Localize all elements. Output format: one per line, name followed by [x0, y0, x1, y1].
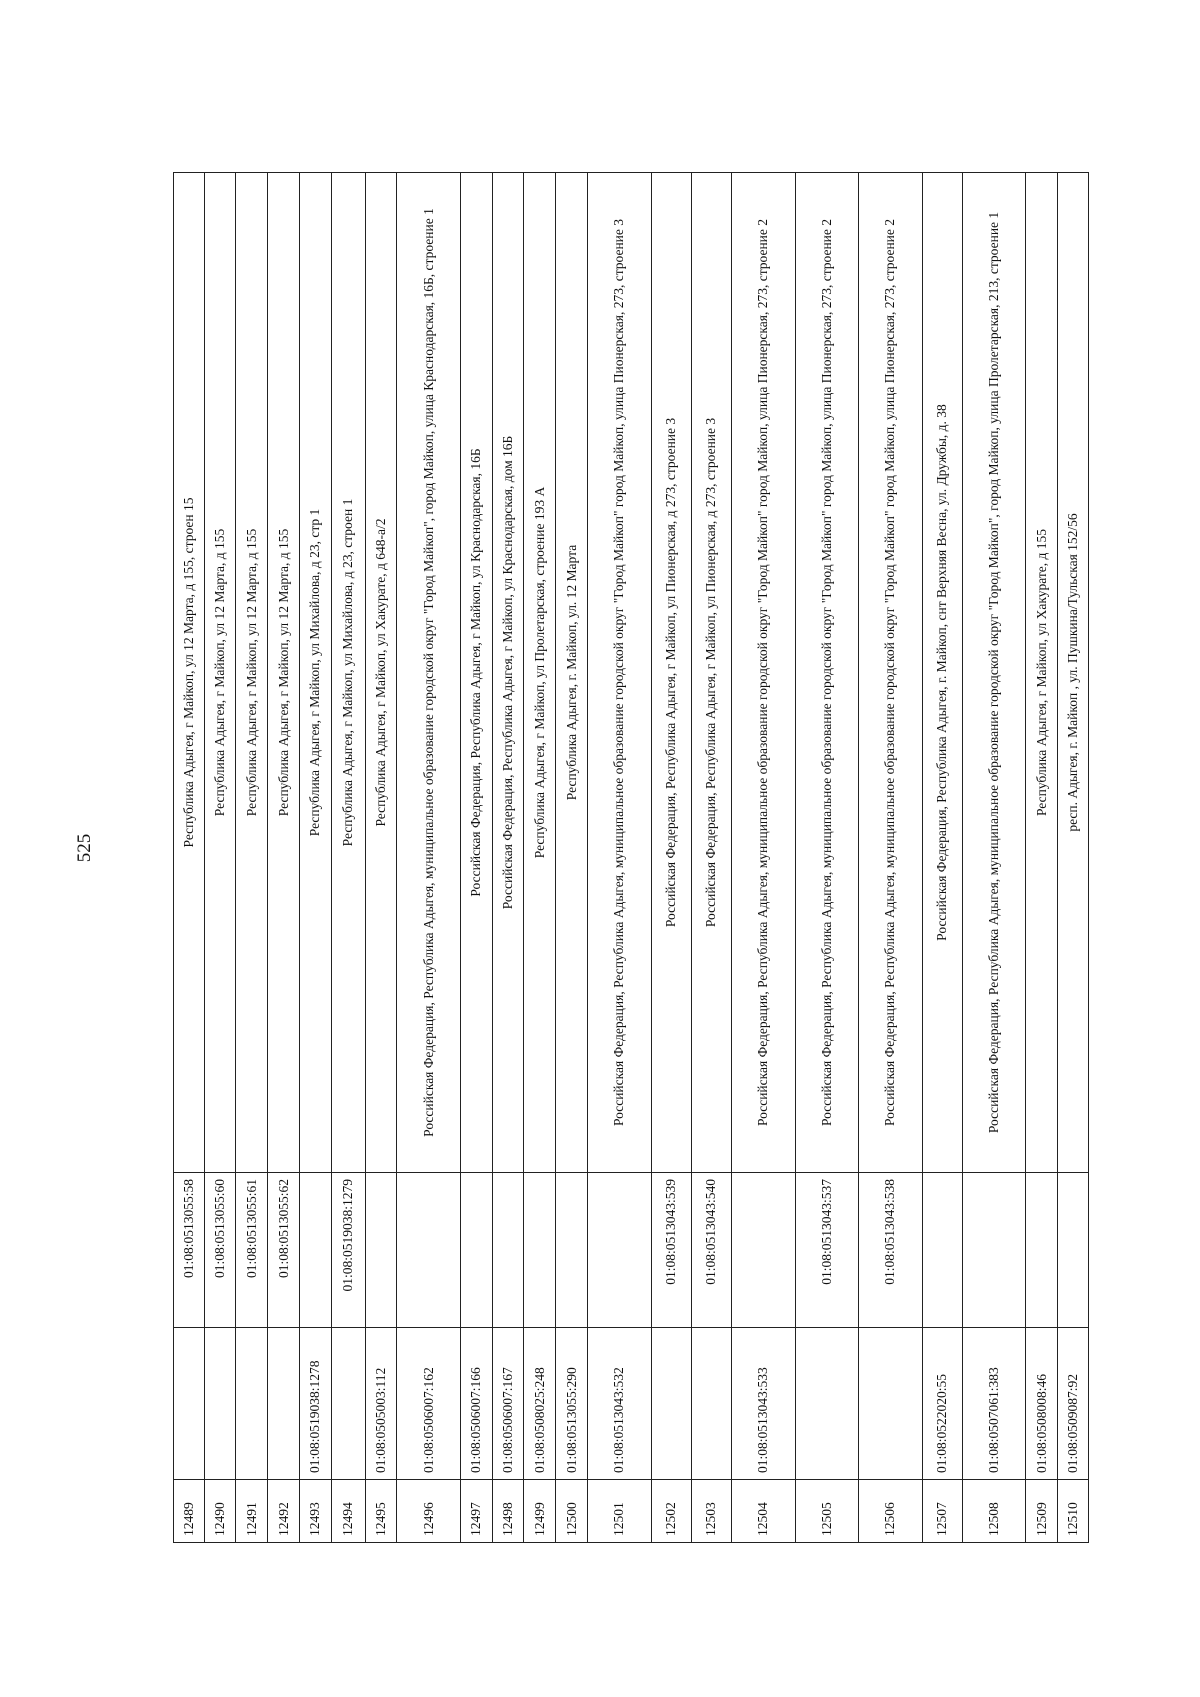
address-cell: Республика Адыгея, г Майкоп, ул 12 Марта, д 155 [268, 173, 300, 1173]
related-cadastral-number-cell [460, 1173, 492, 1328]
cadastral-number-cell: 01:08:0513055:290 [556, 1328, 588, 1480]
table-row [1026, 173, 1058, 1543]
cadastral-number-cell [331, 1328, 365, 1480]
related-cadastral-number-cell: 01:08:0513055:62 [268, 1173, 300, 1328]
related-cadastral-number-cell [524, 1173, 556, 1328]
registry-table [173, 172, 1089, 1543]
cadastral-number-cell: 01:08:0505003:112 [365, 1328, 397, 1480]
cadastral-number-cell: 01:08:0508008:46 [1026, 1328, 1058, 1480]
related-cadastral-number-cell: 01:08:0513055:58 [174, 1173, 205, 1328]
address-cell: Республика Адыгея, г Майкоп, ул 12 Марта, д 155, строен 15 [174, 173, 205, 1173]
row-number-cell: 12504 [732, 1480, 796, 1543]
address-cell: Российская Федерация, Республика Адыгея, муниципальное образование городской округ "Город Майкоп" город Майкоп, улица Пионерская, 273, строение 3 [588, 173, 652, 1173]
address-cell: Российская Федерация, Республика Адыгея, муниципальное образование городской округ "Город Майкоп" город Майкоп, улица Пионерская, 273, строение 2 [795, 173, 859, 1173]
table-row [922, 173, 962, 1543]
table-row [651, 173, 691, 1543]
row-number-cell: 12492 [268, 1480, 300, 1543]
row-number-cell: 12499 [524, 1480, 556, 1543]
cadastral-number-cell: 01:08:0513043:533 [732, 1328, 796, 1480]
table-row [460, 173, 492, 1543]
related-cadastral-number-cell: 01:08:0513043:540 [691, 1173, 731, 1328]
table-row [795, 173, 859, 1543]
related-cadastral-number-cell [732, 1173, 796, 1328]
related-cadastral-number-cell [922, 1173, 962, 1328]
cadastral-number-cell [651, 1328, 691, 1480]
address-cell: Российская Федерация, Республика Адыгея, муниципальное образование городской округ "Город Майкоп" город Майкоп, улица Пионерская, 273, строение 2 [859, 173, 923, 1173]
table-row [268, 173, 300, 1543]
row-number-cell: 12497 [460, 1480, 492, 1543]
row-number-cell: 12494 [331, 1480, 365, 1543]
table-row [588, 173, 652, 1543]
table-row [204, 173, 236, 1543]
cadastral-number-cell: 01:08:0507061:383 [962, 1328, 1026, 1480]
address-cell: Российская Федерация, Республика Адыгея, муниципальное образование городской округ "Город Майкоп", город Майкоп, улица Пролетарская, 213, строение 1 [962, 173, 1026, 1173]
table-row [331, 173, 365, 1543]
table-row [300, 173, 332, 1543]
related-cadastral-number-cell [588, 1173, 652, 1328]
row-number-cell: 12502 [651, 1480, 691, 1543]
table-row [1058, 173, 1089, 1543]
cadastral-number-cell: 01:08:0506007:166 [460, 1328, 492, 1480]
related-cadastral-number-cell [397, 1173, 461, 1328]
address-cell: Республика Адыгея, г Майкоп, ул Пролетарская, строение 193 А [524, 173, 556, 1173]
address-cell: Республика Адыгея, г Майкоп, ул Михайлова, д 23, строен 1 [331, 173, 365, 1173]
row-number-cell: 12501 [588, 1480, 652, 1543]
cadastral-number-cell [795, 1328, 859, 1480]
related-cadastral-number-cell [1026, 1173, 1058, 1328]
cadastral-number-cell: 01:08:0522020:55 [922, 1328, 962, 1480]
table-row [556, 173, 588, 1543]
cadastral-number-cell: 01:08:0509087:92 [1058, 1328, 1089, 1480]
row-number-cell: 12493 [300, 1480, 332, 1543]
row-number-cell: 12507 [922, 1480, 962, 1543]
address-cell: Республика Адыгея, г Майкоп, ул 12 Марта, д 155 [204, 173, 236, 1173]
table-row [962, 173, 1026, 1543]
registry-table-wrapper [173, 173, 1089, 1543]
table-row [691, 173, 731, 1543]
related-cadastral-number-cell: 01:08:0513055:61 [236, 1173, 268, 1328]
row-number-cell: 12505 [795, 1480, 859, 1543]
cadastral-number-cell: 01:08:0508025:248 [524, 1328, 556, 1480]
address-cell: Российская Федерация, Республика Адыгея, муниципальное образование городской округ "Город Майкоп" город Майкоп, улица Пионерская, 273, строение 2 [732, 173, 796, 1173]
related-cadastral-number-cell [1058, 1173, 1089, 1328]
row-number-cell: 12491 [236, 1480, 268, 1543]
cadastral-number-cell: 01:08:0506007:167 [492, 1328, 524, 1480]
related-cadastral-number-cell [492, 1173, 524, 1328]
address-cell: Республика Адыгея, г Майкоп, ул Хакурате, д 648-а/2 [365, 173, 397, 1173]
cadastral-number-cell: 01:08:0519038:1278 [300, 1328, 332, 1480]
address-cell: Российская Федерация, Республика Адыгея, г Майкоп, ул Пионерская, д 273, строение 3 [691, 173, 731, 1173]
row-number-cell: 12496 [397, 1480, 461, 1543]
table-row [365, 173, 397, 1543]
cadastral-number-cell [174, 1328, 205, 1480]
address-cell: Республика Адыгея, г Майкоп, ул 12 Марта, д 155 [236, 173, 268, 1173]
related-cadastral-number-cell: 01:08:0513043:539 [651, 1173, 691, 1328]
address-cell: Республика Адыгея, г Майкоп, ул Михайлова, д 23, стр 1 [300, 173, 332, 1173]
address-cell: респ. Адыгея, г. Майкоп , ул. Пушкина/Тульская 152/56 [1058, 173, 1089, 1173]
related-cadastral-number-cell: 01:08:0513055:60 [204, 1173, 236, 1328]
cadastral-number-cell [204, 1328, 236, 1480]
address-cell: Российская Федерация, Республика Адыгея, г Майкоп, ул Пионерская, д 273, строение 3 [651, 173, 691, 1173]
row-number-cell: 12500 [556, 1480, 588, 1543]
cadastral-number-cell [859, 1328, 923, 1480]
related-cadastral-number-cell: 01:08:0513043:537 [795, 1173, 859, 1328]
table-row [859, 173, 923, 1543]
table-row [236, 173, 268, 1543]
related-cadastral-number-cell [556, 1173, 588, 1328]
cadastral-number-cell [268, 1328, 300, 1480]
related-cadastral-number-cell: 01:08:0519038:1279 [331, 1173, 365, 1328]
row-number-cell: 12508 [962, 1480, 1026, 1543]
address-cell: Республика Адыгея, г. Майкоп, ул. 12 Марта [556, 173, 588, 1173]
address-cell: Российская Федерация, Республика Адыгея, муниципальное образование городской округ "Город Майкоп", город Майкоп, улица Краснодарская, 16Б, строение 1 [397, 173, 461, 1173]
cadastral-number-cell: 01:08:0506007:162 [397, 1328, 461, 1480]
table-row [174, 173, 205, 1543]
row-number-cell: 12495 [365, 1480, 397, 1543]
row-number-cell: 12506 [859, 1480, 923, 1543]
table-row [732, 173, 796, 1543]
row-number-cell: 12510 [1058, 1480, 1089, 1543]
row-number-cell: 12489 [174, 1480, 205, 1543]
table-row [397, 173, 461, 1543]
related-cadastral-number-cell [365, 1173, 397, 1328]
cadastral-number-cell [236, 1328, 268, 1480]
registry-table-body [174, 173, 1089, 1543]
cadastral-number-cell [691, 1328, 731, 1480]
row-number-cell: 12503 [691, 1480, 731, 1543]
related-cadastral-number-cell [300, 1173, 332, 1328]
table-row [524, 173, 556, 1543]
related-cadastral-number-cell [962, 1173, 1026, 1328]
address-cell: Республика Адыгея, г Майкоп, ул Хакурате, д 155 [1026, 173, 1058, 1173]
address-cell: Российская Федерация, Республика Адыгея, г. Майкоп, снт Верхняя Весна, ул. Дружбы, д. 38 [922, 173, 962, 1173]
cadastral-number-cell: 01:08:0513043:532 [588, 1328, 652, 1480]
row-number-cell: 12498 [492, 1480, 524, 1543]
table-row [492, 173, 524, 1543]
address-cell: Российская Федерация, Республика Адыгея, г Майкоп, ул Краснодарская, дом 16Б [492, 173, 524, 1173]
row-number-cell: 12490 [204, 1480, 236, 1543]
row-number-cell: 12509 [1026, 1480, 1058, 1543]
address-cell: Российская Федерация, Республика Адыгея, г Майкоп, ул Краснодарская, 16Б [460, 173, 492, 1173]
related-cadastral-number-cell: 01:08:0513043:538 [859, 1173, 923, 1328]
page-number: 525 [74, 833, 95, 863]
